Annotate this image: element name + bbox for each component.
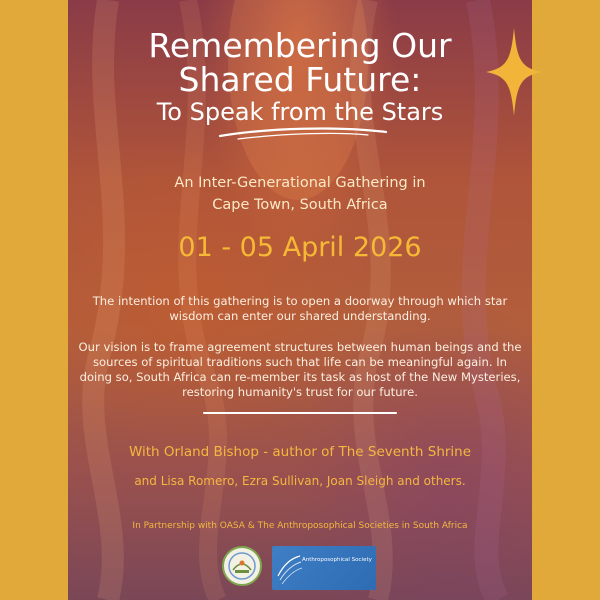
other-speakers: and Lisa Romero, Ezra Sullivan, Joan Sleigh and others.	[134, 474, 466, 488]
intention-paragraph: The intention of this gathering is to open a doorway through which star wisdom can enter our shared understanding.	[92, 294, 508, 323]
subtitle-line-2: Cape Town, South Africa	[212, 197, 388, 213]
oasa-logo-icon	[222, 546, 262, 586]
event-date: 01 - 05 April 2026	[178, 232, 422, 263]
subtitle-line-1: An Inter-Generational Gathering in	[174, 175, 426, 191]
title-underline-swoosh	[218, 124, 388, 142]
four-point-star-icon	[486, 28, 542, 116]
society-logo-text: Anthroposophical Society	[302, 557, 372, 563]
title-line-1: Remembering Our	[148, 26, 452, 65]
vision-paragraph: Our vision is to frame agreement structures between human beings and the sources of spiritual traditions such that life can be meaningful again. In doing so, South Africa can re-member its task as host of the New Mysteries, restoring humanity's trust for our future.	[78, 340, 522, 399]
event-poster	[68, 0, 532, 600]
section-divider	[203, 412, 397, 414]
title-line-3: To Speak from the Stars	[156, 98, 444, 126]
lead-speaker: With Orland Bishop - author of The Seventh Shrine	[128, 444, 472, 460]
partnership-text: In Partnership with OASA & The Anthroposophical Societies in South Africa	[132, 521, 468, 531]
anthroposophical-society-logo-icon	[272, 546, 376, 590]
title-line-2: Shared Future:	[178, 60, 422, 99]
